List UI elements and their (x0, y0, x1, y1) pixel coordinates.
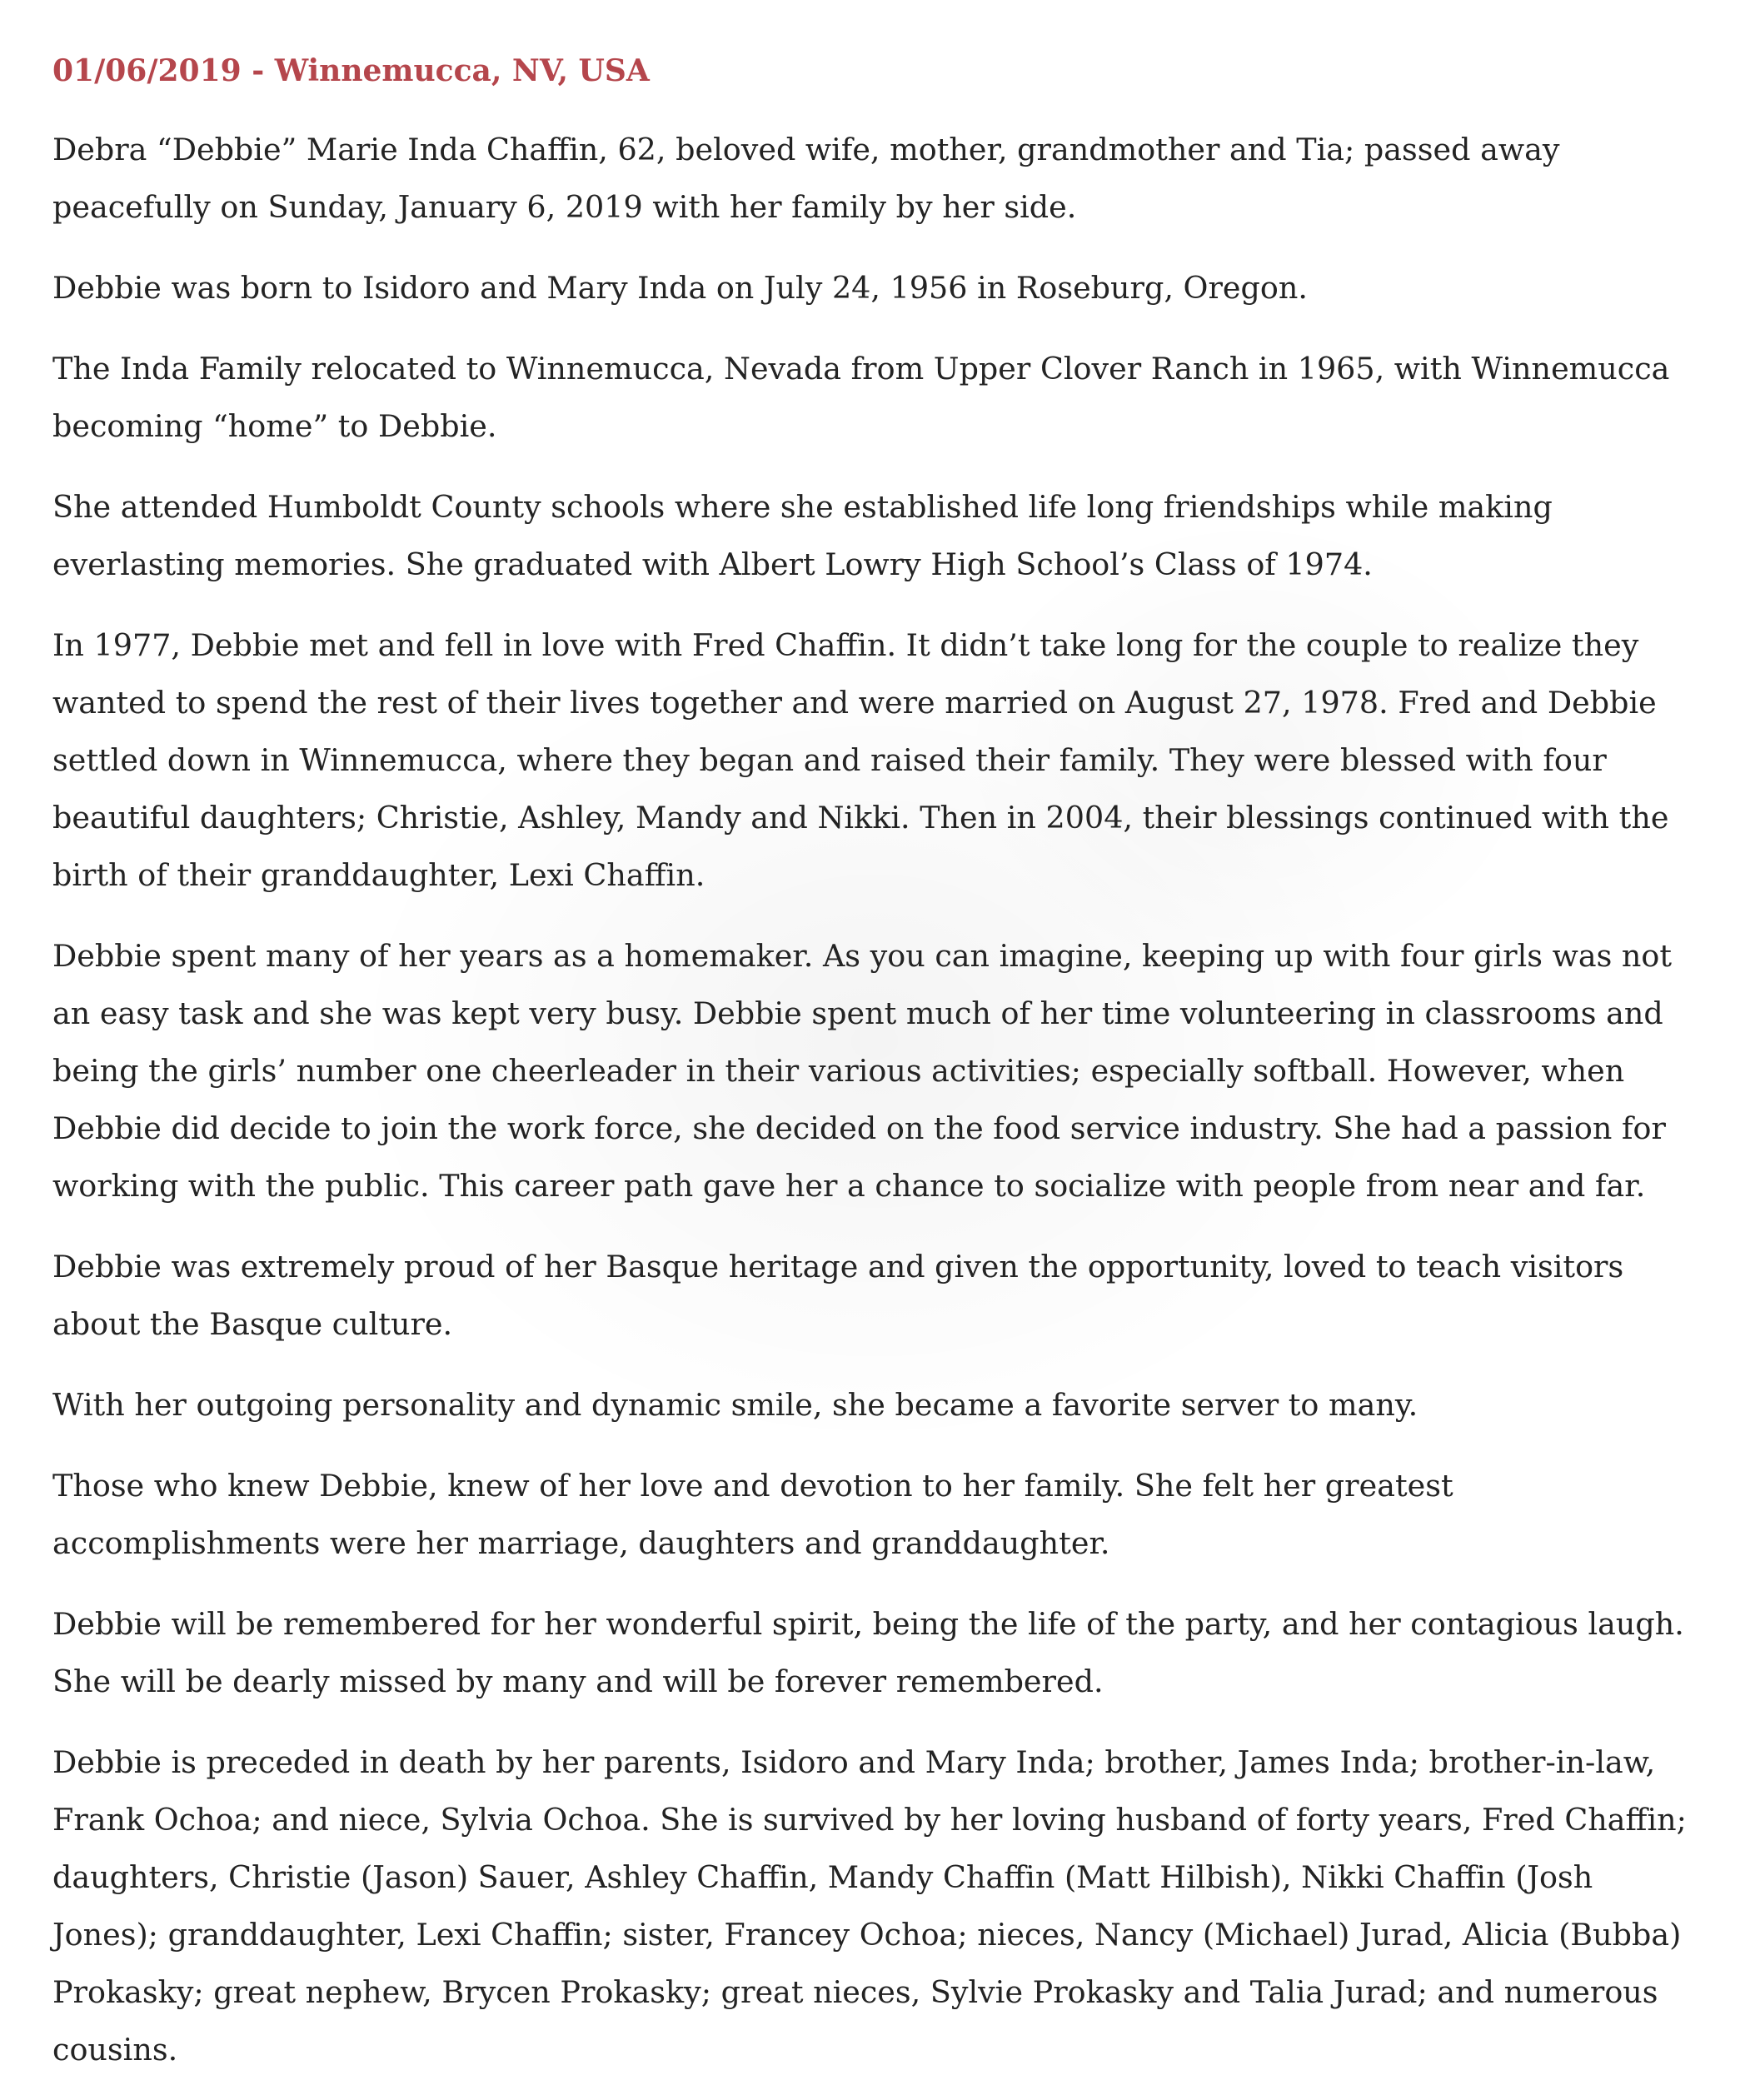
paragraph-family-devotion: Those who knew Debbie, knew of her love and devotion to her family. She felt her greatest accomplishments were her marriage, daughters and granddaughter. (52, 1468, 1453, 1561)
paragraph-schooling: She attended Humboldt County schools where she established life long friendships while making everlasting memories. She graduated with Albert Lowry High School’s Class of 1974. (52, 489, 1553, 582)
paragraph-survivors: Debbie is preceded in death by her parents, Isidoro and Mary Inda; brother, James Inda; brother-in-law, Frank Ochoa; and niece, Sylvia Ochoa. She is survived by her loving husband of forty years, Fred Chaffin; daughters, Christie (Jason) Sauer, Ashley Chaffin, Mandy Chaffin (Matt Hilbish), Nikki Chaffin (Josh Jones); granddaughter, Lexi Chaffin; sister, Francey Ochoa; nieces, Nancy (Michael) Jurad, Alicia (Bubba) Prokasky; great nephew, Brycen Prokasky; great nieces, Sylvie Prokasky and Talia Jurad; and numerous cousins. (52, 1744, 1687, 2068)
paragraph-birth: Debbie was born to Isidoro and Mary Inda on July 24, 1956 in Roseburg, Oregon. (52, 270, 1308, 306)
paragraph-personality: With her outgoing personality and dynamic smile, she became a favorite server to many. (52, 1387, 1418, 1423)
paragraph-heritage: Debbie was extremely proud of her Basque heritage and given the opportunity, loved to teach visitors about the Basque culture. (52, 1249, 1624, 1342)
paragraph-intro: Debra “Debbie” Marie Inda Chaffin, 62, beloved wife, mother, grandmother and Tia; passed away peacefully on Sunday, January 6, 2019 with her family by her side. (52, 132, 1560, 225)
paragraph-relocation: The Inda Family relocated to Winnemucca, Nevada from Upper Clover Ranch in 1965, with Winnemucca becoming “home” to Debbie. (52, 351, 1670, 444)
paragraph-career: Debbie spent many of her years as a homemaker. As you can imagine, keeping up with four girls was not an easy task and she was kept very busy. Debbie spent much of her time volunteering in classrooms and being the girls’ number one cheerleader in their various activities; especially softball. However, when Debbie did decide to join the work force, she decided on the food service industry. She had a passion for working with the public. This career path gave her a chance to socialize with people from near and far. (52, 938, 1673, 1204)
paragraph-marriage: In 1977, Debbie met and fell in love with Fred Chaffin. It didn’t take long for the couple to realize they wanted to spend the rest of their lives together and were married on August 27, 1978. Fred and Debbie settled down in Winnemucca, where they began and raised their family. They were blessed with four beautiful daughters; Christie, Ashley, Mandy and Nikki. Then in 2004, their blessings continued with the birth of their granddaughter, Lexi Chaffin. (52, 627, 1669, 893)
paragraph-remembered: Debbie will be remembered for her wonderful spirit, being the life of the party, and her contagious laugh. She will be dearly missed by many and will be forever remembered. (52, 1606, 1684, 1699)
dateline-header: 01/06/2019 - Winnemucca, NV, USA (52, 53, 650, 88)
